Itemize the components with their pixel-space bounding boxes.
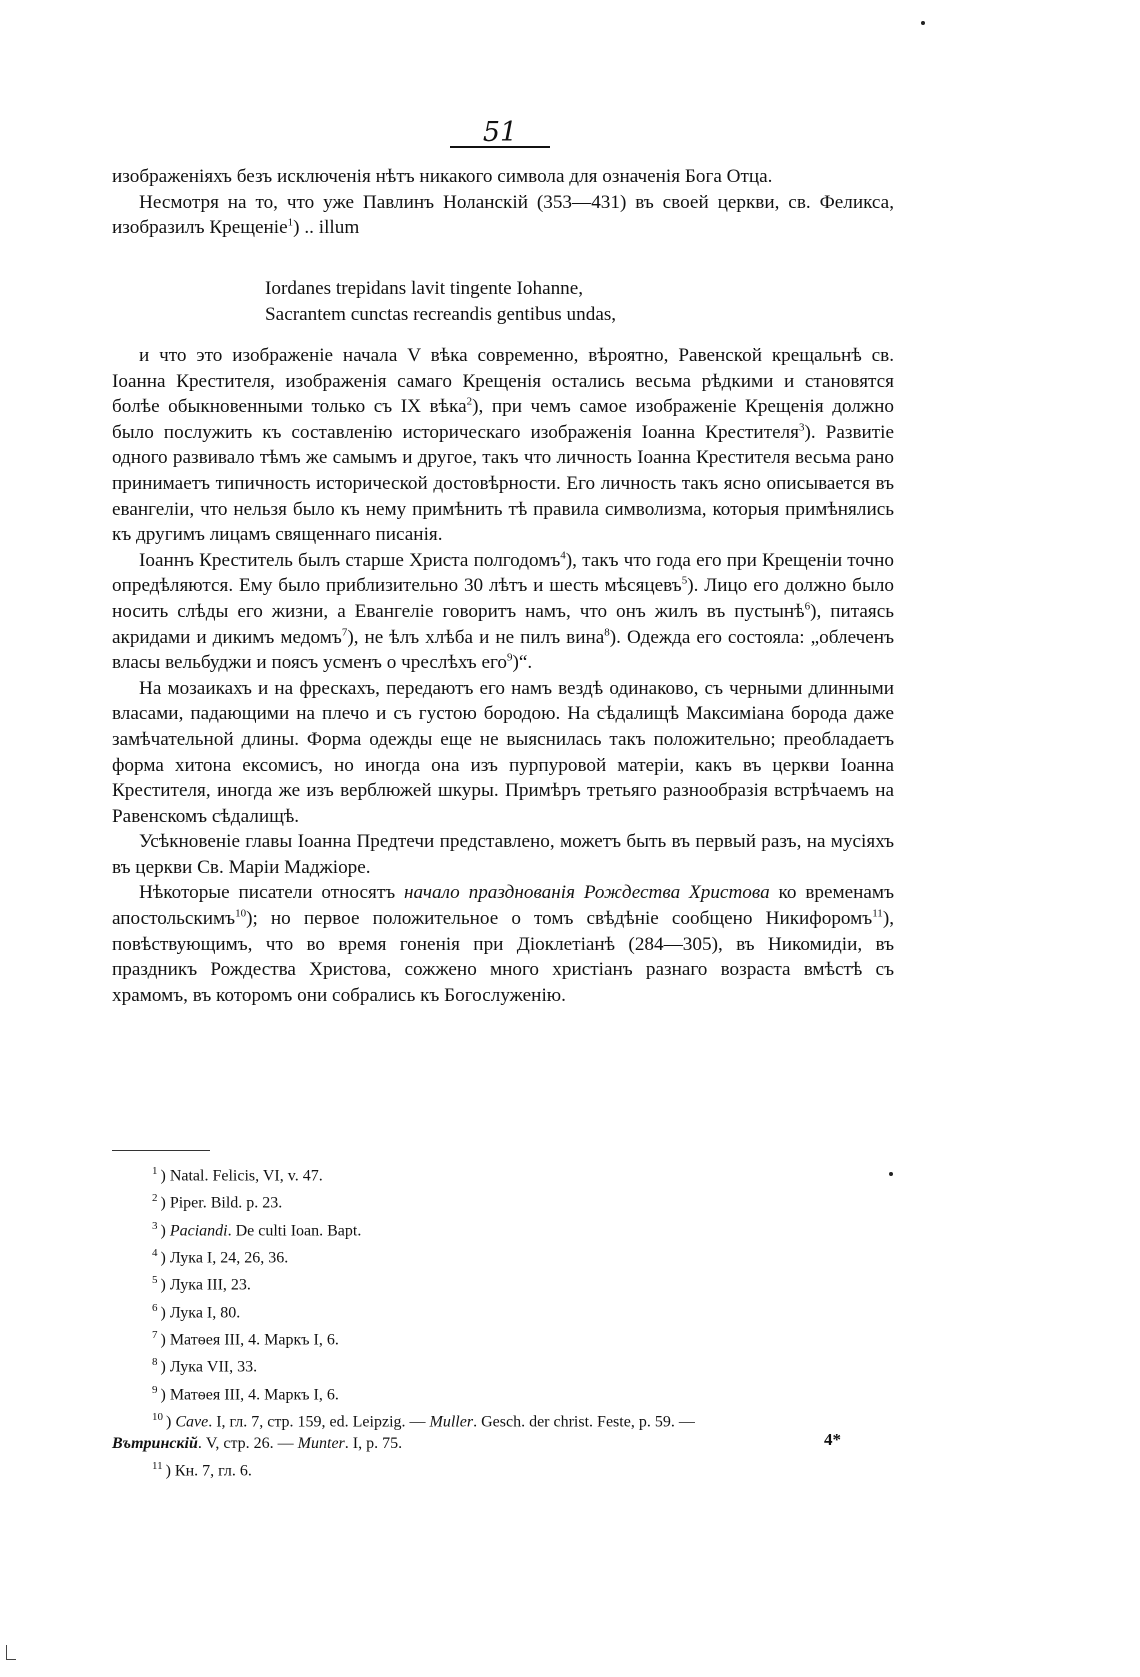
latin-verse [265,276,616,328]
footnote-2 [112,1187,892,1214]
footnote-divider [112,1150,210,1151]
page-number-rule [450,146,550,148]
footnote-ref-3: 3 [799,421,805,434]
footnote-ref-11: 11 [872,907,883,920]
footnote-author: Cave [175,1413,209,1431]
footnote-author: Muller [429,1413,474,1431]
footnote-10-continued [112,1433,892,1455]
paragraph-4-text-d: ), питаясь акридами и дикимъ медомъ [112,600,894,648]
footnote-ref-10: 10 [235,907,247,920]
footnote-text: . V, стр. 26. — [197,1435,298,1453]
footnote-number: 7 [152,1328,158,1341]
footnote-number: 2 [152,1192,158,1205]
paragraph-2-text-b: ) .. illum [293,217,360,239]
footnote-number: 6 [152,1301,158,1314]
footnote-10 [112,1406,892,1433]
page-number: 51 [482,117,518,148]
footnote-text: ) [166,1413,176,1431]
scan-speck [889,1172,893,1176]
footnote-4 [112,1242,892,1269]
paragraph-7-text-c: ); но первое положительное о томъ свѣдѣніе сообщено Никифоромъ [246,908,873,930]
footnote-author: Paciandi [169,1221,228,1239]
paragraph-3-text-c: ). Развитіе одного развивало тѣмъ же самымъ и другое, такъ что личность Іоанна Крестителя весьма рано принимаетъ типичность исторической достовѣрности. Его личность такъ ясно описывается въ евангеліи, что нельзя было къ нему примѣнить тѣ правила символизма, которыя примѣнялись къ другимъ лицамъ священнаго писанія. [112,421,895,546]
footnote-ref-2: 2 [466,395,473,408]
footnote-number: 3 [152,1219,158,1232]
footnote-text: ) Piper. Bild. p. 23. [160,1194,283,1212]
paragraph-7-text-b: ко временамъ апостольскимъ [112,882,894,930]
paragraph-7 [112,880,894,1008]
footnote-number: 10 [152,1410,163,1423]
page-number-block [450,118,550,148]
footnote-ref-8: 8 [604,626,610,639]
footnote-1 [112,1160,892,1187]
footnote-text: ) Матѳея III, 4. Маркъ I, 6. [160,1331,339,1349]
paragraph-3 [112,343,894,548]
footnote-9 [112,1379,892,1406]
paragraph-1: изображеніяхъ безъ исключенія нѣтъ никакого символа для означенія Бога Отца. [112,166,773,187]
footnote-ref-4: 4 [560,549,566,562]
footnote-number: 4 [152,1246,158,1259]
paragraph-4 [112,548,894,676]
footnote-8 [112,1351,892,1378]
paragraph-4-text-g: )“. [512,652,533,674]
paragraph-2-text-a: Несмотря на то, что уже Павлинъ Ноланскій (353—431) въ своей церкви, св. Феликса, изобразилъ Крещеніе [112,191,894,239]
footnote-5 [112,1269,892,1296]
footnote-text: ) Natal. Felicis, VI, v. 47. [160,1167,323,1185]
verse-line-1: Iordanes trepidans lavit tingente Iohanne, [265,278,584,299]
footnote-text: . De culti Ioan. Bapt. [227,1221,362,1239]
footnote-text: ) Матѳея III, 4. Маркъ I, 6. [160,1385,339,1403]
footnote-11 [112,1455,892,1482]
footnote-number: 9 [152,1383,158,1396]
footnote-3 [112,1215,892,1242]
paragraph-3-text-a: и что это изображеніе начала V вѣка современно, вѣроятно, Равенской крещальнѣ св. Іоанна Крестителя, изображенія самаго Крещенія остались весьма рѣдкими и становятся болѣе обыкновенными только съ IX вѣка [112,345,894,418]
footnote-text: . I, гл. 7, стр. 159, ed. Leipzig. — [208,1413,430,1431]
footnote-author: Munter [297,1435,345,1453]
footnote-7 [112,1324,892,1351]
footnote-number: 11 [152,1460,163,1473]
paragraph-2 [112,190,894,241]
footnote-ref-6: 6 [804,600,811,613]
footnote-6 [112,1297,892,1324]
paragraph-4-text-b: ), такъ что года его при Крещеніи точно опредѣляются. Ему было приблизительно 30 лѣтъ и шесть мѣсяцевъ [112,549,894,597]
footnote-text: . I, p. 75. [344,1435,403,1453]
paragraph-7-text-d: ), повѣствующимъ, что во время гоненія при Діоклетіанѣ (284—305), въ Никомидіи, въ праздникъ Рождества Христова, сожжено много христіанъ разнаго возраста вмѣстѣ съ храмомъ, въ которомъ они собрались къ Богослуженію. [112,908,894,1006]
footnote-text: ) Лука VII, 33. [160,1358,258,1376]
paragraph-7-text-a: Нѣкоторые писатели относятъ [139,882,404,904]
footnote-text: ) Кн. 7, гл. 6. [165,1462,252,1480]
footnote-number: 8 [152,1356,158,1369]
footnote-text: ) Лука III, 23. [160,1276,251,1294]
signature-mark: 4* [824,1430,841,1449]
footnote-number: 5 [152,1274,158,1287]
footnotes [112,1160,892,1483]
footnote-ref-5: 5 [681,574,688,587]
verse-line-2: Sacrantem cunctas recreandis gentibus undas, [265,304,617,325]
paragraph-3-text-b: ), при чемъ самое изображеніе Крещенія должно было послужить къ составленію историческаго изображенія Іоанна Крестителя [112,396,895,443]
footnote-number: 1 [152,1165,158,1177]
scan-speck [921,21,925,25]
paragraph-7-italic: начало празднованія Рождества Христова [403,882,770,904]
footnote-text: ) Лука I, 80. [160,1303,241,1321]
footnote-author: Вътринскій [112,1435,198,1453]
paragraph-6: Усѣкновеніе главы Іоанна Предтечи представлено, можетъ быть въ первый разъ, на мусіяхъ въ церкви Св. Маріи Маджіоре. [112,831,894,878]
footnote-text: ) [160,1221,170,1239]
paragraph-4-text-c: ). Лицо его должно было носить слѣды его жизни, а Евангеліе говоритъ намъ, что онъ жилъ въ пустынѣ [112,575,895,622]
footnote-text: . Gesch. der christ. Feste, p. 59. — [473,1413,695,1431]
paragraph-4-text-a: Іоаннъ Креститель былъ старше Христа полгодомъ [139,549,561,571]
footnote-ref-9: 9 [507,651,513,664]
paragraph-4-text-e: ), не ѣлъ хлѣба и не пилъ вина [347,626,605,648]
footnote-ref-7: 7 [341,626,348,639]
main-text-top [112,164,894,241]
footnote-text: ) Лука I, 24, 26, 36. [160,1249,289,1267]
main-text-body [112,343,894,1008]
paragraph-4-text-f: ). Одежда его состояла: „облеченъ власы вельбуджи и поясъ усменъ о чреслѣхъ его [112,626,894,674]
footnote-ref-1: 1 [287,216,294,229]
scan-corner-mark [6,1645,16,1660]
paragraph-5: На мозаикахъ и на фрескахъ, передаютъ его намъ вездѣ одинаково, съ черными длинными власами, падающими на плечо и съ густою бородою. На сѣдалищѣ Максиміана борода даже замѣчательной длины. Форма одежды еще не выяснилась такъ положительно; преобладаетъ форма хитона ексомисъ, но иногда она изъ пурпуровой матеріи, какъ въ церкви Іоанна Крестителя, иногда же изъ верблюжей шкуры. Примѣръ третьяго разнообразія встрѣчаемъ на Равенскомъ сѣдалищѣ. [112,677,894,827]
